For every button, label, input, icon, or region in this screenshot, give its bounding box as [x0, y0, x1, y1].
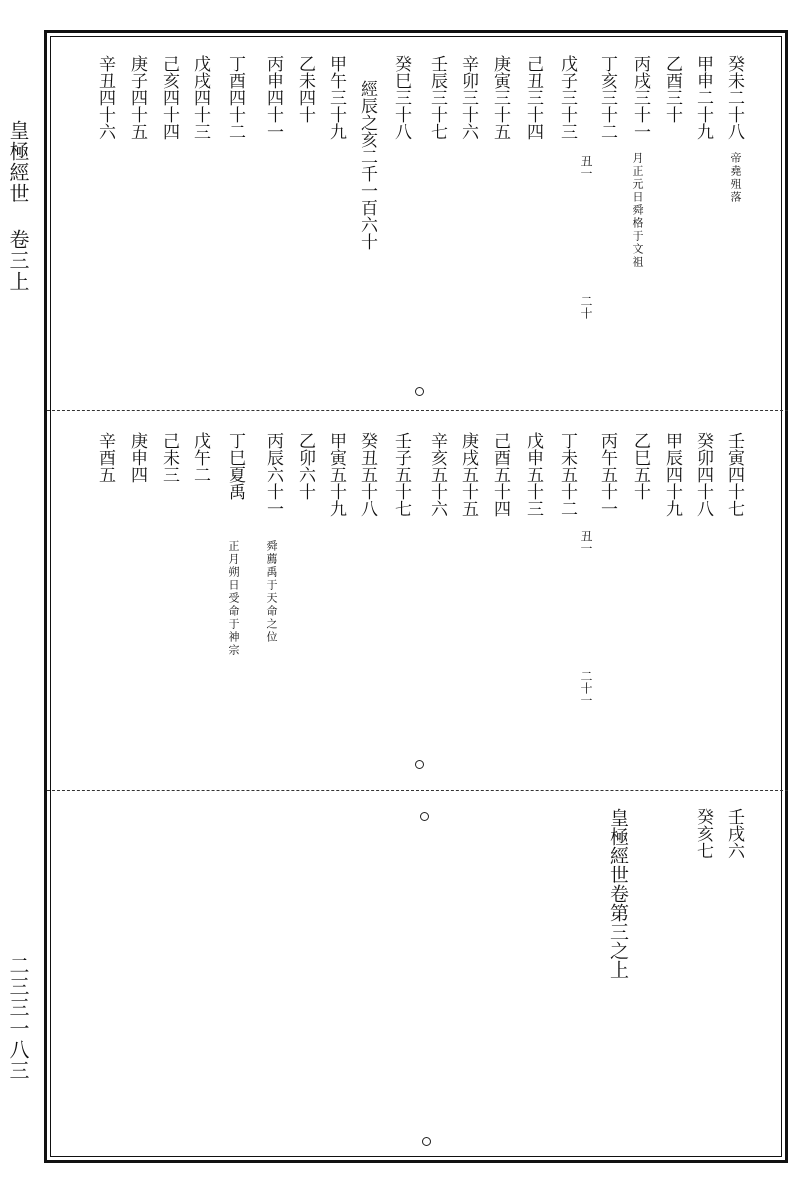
year-entry: 壬戌六 — [724, 808, 744, 859]
year-entry: 丙辰六十一 — [263, 432, 283, 517]
fold-mark — [422, 1137, 431, 1146]
annotation: 月正元日舜格于文祖 — [631, 152, 644, 269]
annotation: 舜薦禹于天命之位 — [265, 540, 278, 644]
year-entry: 乙未四十 — [295, 55, 315, 123]
page-number: 二三三一八三 — [6, 955, 30, 1081]
book-title-margin: 皇極經世 卷三上 — [6, 120, 30, 292]
year-entry: 丁亥三十二 — [597, 55, 617, 140]
year-entry: 庚寅三十五 — [490, 55, 510, 140]
section-divider-1 — [47, 410, 788, 411]
year-entry: 癸丑五十八 — [357, 432, 377, 517]
fold-mark — [415, 387, 424, 396]
year-entry: 己亥四十四 — [159, 55, 179, 140]
year-entry: 甲寅五十九 — [326, 432, 346, 517]
closing-title: 皇極經世卷第三之上 — [607, 808, 629, 979]
year-entry: 癸未二十八 — [724, 55, 744, 140]
section-heading: 經辰之亥二千一百六十 — [357, 80, 377, 250]
fold-mark — [415, 760, 424, 769]
year-entry: 乙卯六十 — [295, 432, 315, 500]
year-entry: 庚子四十五 — [127, 55, 147, 140]
year-entry: 乙巳五十 — [630, 432, 650, 500]
year-entry: 己未三 — [159, 432, 179, 483]
year-entry: 丙申四十一 — [263, 55, 283, 140]
year-entry: 己丑三十四 — [523, 55, 543, 140]
year-entry: 丙午五十一 — [597, 432, 617, 517]
year-entry: 辛亥五十六 — [427, 432, 447, 517]
year-entry: 癸巳三十八 — [391, 55, 411, 140]
year-entry: 辛丑四十六 — [95, 55, 115, 140]
marginal-mark: 二十 — [579, 295, 593, 319]
year-entry: 庚戌五十五 — [458, 432, 478, 517]
year-entry: 丁酉四十二 — [225, 55, 245, 140]
year-entry: 甲辰四十九 — [662, 432, 682, 517]
marginal-mark: 丑一 — [579, 530, 593, 554]
year-entry: 庚申四 — [127, 432, 147, 483]
year-entry: 壬辰三十七 — [427, 55, 447, 140]
year-entry: 辛卯三十六 — [458, 55, 478, 140]
fold-mark — [420, 812, 429, 821]
year-entry: 己酉五十四 — [490, 432, 510, 517]
year-entry: 壬寅四十七 — [724, 432, 744, 517]
year-entry: 癸卯四十八 — [693, 432, 713, 517]
year-entry: 丙戌三十一 — [630, 55, 650, 140]
year-entry: 甲申二十九 — [693, 55, 713, 140]
year-entry: 甲午三十九 — [326, 55, 346, 140]
year-entry: 癸亥七 — [693, 808, 713, 859]
year-entry: 戊戌四十三 — [190, 55, 210, 140]
year-entry: 乙酉三十 — [662, 55, 682, 123]
year-entry: 丁未五十二 — [557, 432, 577, 517]
year-entry: 辛酉五 — [95, 432, 115, 483]
year-entry: 壬子五十七 — [391, 432, 411, 517]
year-entry: 戊申五十三 — [523, 432, 543, 517]
annotation: 正月朔日受命于神宗 — [227, 540, 240, 657]
section-divider-2 — [47, 790, 788, 791]
marginal-mark: 丑一 — [579, 155, 593, 179]
year-entry: 戊子三十三 — [557, 55, 577, 140]
page-frame-inner — [50, 36, 782, 1157]
year-entry: 丁巳夏禹 — [225, 432, 245, 500]
marginal-mark: 二十一 — [579, 670, 593, 706]
year-entry: 戊午二 — [190, 432, 210, 483]
annotation: 帝堯殂落 — [729, 152, 742, 204]
page-frame — [44, 30, 788, 1163]
